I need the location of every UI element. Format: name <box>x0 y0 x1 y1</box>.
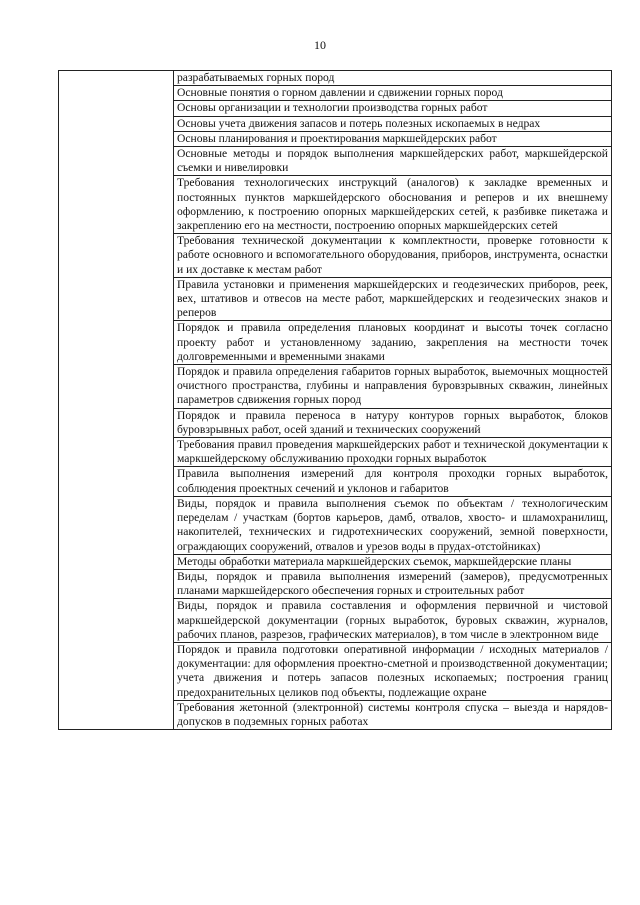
table-cell: Порядок и правила подготовки оперативной информации / исходных материалов / документации: для оформления проектно-сметной и производственной документации; учета движения и потерь запасов полезных ископаемых; построения границ предохранительных целиков под объекты, подлежащие охране <box>174 642 612 700</box>
table-cell: Порядок и правила определения габаритов горных выработок, выемочных мощностей очистного пространства, глубины и направления буровзрывных скважин, линейных параметров сдвижения горных пород <box>174 365 612 409</box>
knowledge-table <box>58 70 612 730</box>
table-body <box>59 71 612 730</box>
table-row <box>59 71 612 86</box>
table-cell: Основные понятия о горном давлении и сдвижении горных пород <box>174 86 612 101</box>
table-cell: Виды, порядок и правила выполнения съемок по объектам / технологическим переделам / участкам (бортов карьеров, дамб, отвалов, хвосто- и шламохранилищ, накопителей, технических и гидротехнических сооружений, земной поверхности, ограждающих сооружений, отвалов и урезов воды в прудах-отстойниках) <box>174 496 612 554</box>
table-cell: Правила выполнения измерений для контроля проходки горных выработок, соблюдения проектных сечений и уклонов и габаритов <box>174 467 612 496</box>
page-number: 10 <box>314 38 326 52</box>
table-cell: Порядок и правила переноса в натуру контуров горных выработок, блоков буровзрывных работ, осей зданий и технических сооружений <box>174 408 612 437</box>
table-cell: Основные методы и порядок выполнения маркшейдерских работ, маркшейдерской съемки и нивелировки <box>174 147 612 176</box>
table-cell: разрабатываемых горных пород <box>174 71 612 86</box>
table-cell: Требования технической документации к комплектности, проверке готовности к работе основного и вспомогательного оборудования, приборов, инструмента, оснастки и их доставке к местам работ <box>174 234 612 278</box>
table-cell: Основы организации и технологии производства горных работ <box>174 101 612 116</box>
table-cell: Методы обработки материала маркшейдерских съемок, маркшейдерские планы <box>174 554 612 569</box>
table-cell: Требования правил проведения маркшейдерских работ и технической документации к маркшейдерскому обслуживанию проходки горных выработок <box>174 438 612 467</box>
table-cell: Основы учета движения запасов и потерь полезных ископаемых в недрах <box>174 116 612 131</box>
table-cell: Порядок и правила определения плановых координат и высоты точек согласно проекту работ и установленному заданию, закрепления на местности точек долговременными и временными знаками <box>174 321 612 365</box>
table-cell: Требования технологических инструкций (аналогов) к закладке временных и постоянных пунктов маркшейдерского обоснования и реперов и их внешнему оформлению, к построению опорных маркшейдерских сетей, к разбивке пикетажа и закреплению его на местности, построению опорных маркшейдерских сетей <box>174 176 612 234</box>
table-cell: Виды, порядок и правила выполнения измерений (замеров), предусмотренных планами маркшейдерского обеспечения горных и строительных работ <box>174 569 612 598</box>
table-cell: Требования жетонной (электронной) системы контроля спуска – выезда и нарядов-допусков в подземных горных работах <box>174 700 612 729</box>
table-cell: Правила установки и применения маркшейдерских и геодезических приборов, реек, вех, штативов и отвесов на месте работ, маркшейдерских и геодезических знаков и реперов <box>174 277 612 321</box>
table-cell: Виды, порядок и правила составления и оформления первичной и чистовой маркшейдерской документации (горных выработок, буровых скважин, журналов, рабочих планов, разрезов, графических материалов), в том числе в электронном виде <box>174 599 612 643</box>
empty-left-cell <box>59 71 174 730</box>
table-cell: Основы планирования и проектирования маркшейдерских работ <box>174 131 612 146</box>
